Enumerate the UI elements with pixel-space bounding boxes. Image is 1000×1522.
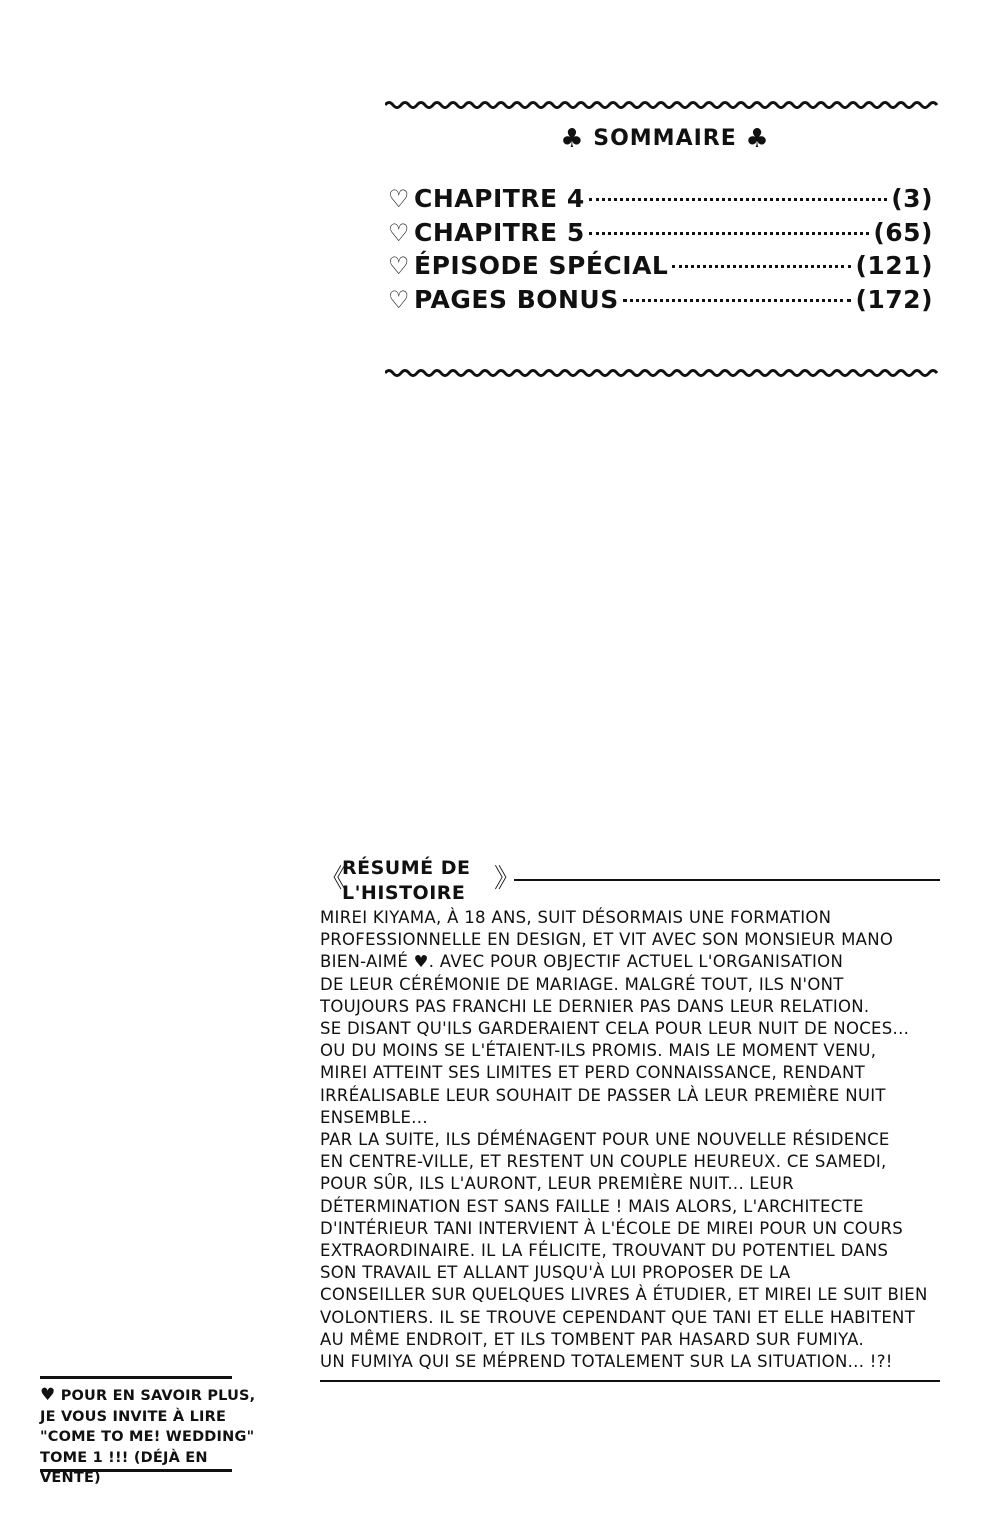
toc-item-page: (3): [891, 184, 933, 213]
side-note-text: POUR EN SAVOIR PLUS, JE VOUS INVITE À LIRE "COME TO ME! WEDDING" TOME 1 !!! (DÉJÀ EN VENTE): [40, 1388, 256, 1486]
resume-bottom-rule: [320, 1380, 940, 1382]
resume-text-part: MIREI KIYAMA, À 18 ANS, SUIT DÉSORMAIS UNE FORMATION PROFESSIONNELLE EN DESIGN, ET VIT AVEC SON MONSIEUR MANO BIEN-AIMÉ: [320, 908, 894, 972]
toc-item-label: PAGES BONUS: [414, 284, 619, 314]
toc-item: [388, 285, 933, 319]
heading-rule: [514, 879, 940, 881]
resume-text-part: . AVEC POUR OBJECTIF ACTUEL L'ORGANISATION DE LEUR CÉRÉMONIE DE MARIAGE. MALGRÉ TOUT, ILS N'ONT TOUJOURS PAS FRANCHI LE DERNIER PAS DANS LEUR RELATION. SE DISANT QU'ILS GARDERAIENT CELA POUR LEUR NUIT DE NOCES... OU DU MOINS SE L'ÉTAIENT-ILS PROMIS. MAIS LE MOMENT VENU, MIREI ATTEINT SES LIMITES ET PERD CONNAISSANCE, RENDANT IRRÉALISABLE LEUR SOUHAIT DE PASSER LÀ LEUR PREMIÈRE NUIT ENSEMBLE...: [320, 952, 910, 1127]
note-top-rule: [40, 1376, 232, 1379]
dot-leader: [589, 232, 870, 235]
resume-paragraph: [320, 907, 970, 1129]
toc-title: [540, 124, 790, 154]
toc-item-page: (172): [855, 284, 933, 314]
dot-leader: [589, 198, 888, 201]
club-icon: ♣: [745, 124, 770, 154]
top-decorative-border: [385, 100, 940, 110]
toc-item-label: CHAPITRE 4: [414, 184, 585, 213]
toc-item-page: (65): [873, 217, 933, 247]
club-icon: ♣: [560, 124, 585, 154]
toc-item-label: ÉPISODE SPÉCIAL: [414, 251, 669, 280]
right-bracket-icon: 》: [494, 864, 521, 894]
resume-title-line: L'HISTOIRE: [342, 882, 466, 904]
toc-item: [388, 218, 933, 252]
heart-outline-icon: ♡: [388, 285, 411, 314]
toc-list: [388, 184, 933, 318]
bottom-decorative-border: [385, 368, 940, 378]
toc-title-text: SOMMAIRE: [593, 126, 737, 151]
note-bottom-rule: [40, 1469, 232, 1472]
resume-heading: [318, 856, 940, 908]
left-bracket-icon: 《: [320, 864, 347, 894]
toc-item-label: CHAPITRE 5: [414, 217, 585, 247]
toc-item-page: (121): [855, 251, 933, 280]
dot-leader: [672, 265, 851, 268]
resume-title: [342, 856, 492, 906]
resume-paragraph: PAR LA SUITE, ILS DÉMÉNAGENT POUR UNE NOUVELLE RÉSIDENCE EN CENTRE-VILLE, ET RESTENT UN COUPLE HEUREUX. CE SAMEDI, POUR SÛR, ILS L'AURONT, LEUR PREMIÈRE NUIT... LEUR DÉTERMINATION EST SANS FAILLE ! MAIS ALORS, L'ARCHITECTE D'INTÉRIEUR TANI INTERVIENT À L'ÉCOLE DE MIREI POUR UN COURS EXTRAORDINAIRE. IL LA FÉLICITE, TROUVANT DU POTENTIEL DANS SON TRAVAIL ET ALLANT JUSQU'À LUI PROPOSER DE LA CONSEILLER SUR QUELQUES LIVRES À ÉTUDIER, ET MIREI LE SUIT BIEN VOLONTIERS. IL SE TROUVE CEPENDANT QUE TANI ET ELLE HABITENT AU MÊME ENDROIT, ET ILS TOMBENT PAR HASARD SUR FUMIYA. UN FUMIYA QUI SE MÉPREND TOTALEMENT SUR LA SITUATION... !?!: [320, 1130, 928, 1372]
toc-item: [388, 184, 933, 218]
resume-title-line: RÉSUMÉ DE: [342, 857, 471, 879]
heart-outline-icon: ♡: [388, 185, 411, 213]
heart-outline-icon: ♡: [388, 252, 411, 280]
resume-text: [320, 907, 970, 1373]
toc-item: [388, 251, 933, 285]
heart-icon: ♥: [413, 952, 429, 972]
dot-leader: [623, 299, 852, 302]
heart-icon: ♥: [40, 1385, 56, 1405]
heart-outline-icon: ♡: [388, 218, 411, 247]
side-note: [40, 1385, 270, 1489]
